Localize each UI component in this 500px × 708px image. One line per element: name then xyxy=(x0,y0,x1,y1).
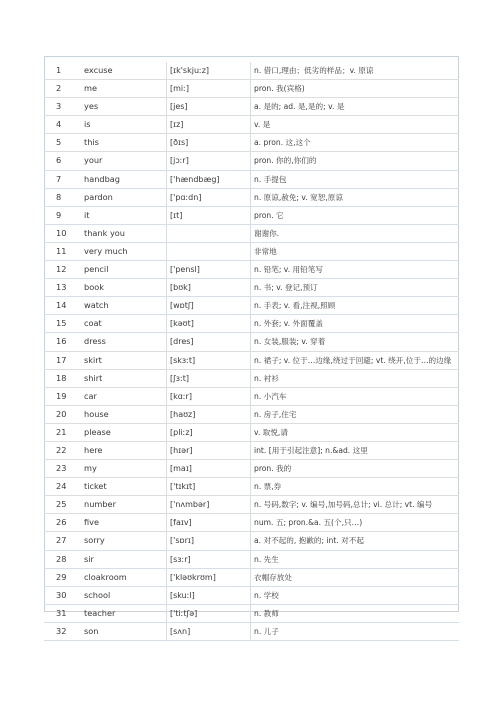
table-row xyxy=(44,351,459,369)
row-number: 18 xyxy=(44,369,84,387)
row-number: 24 xyxy=(44,478,84,496)
row-number: 30 xyxy=(44,586,84,604)
chinese-meaning: n. 学校 xyxy=(251,586,460,604)
row-number: 7 xyxy=(44,170,84,188)
english-word: pardon xyxy=(84,188,167,206)
row-number: 29 xyxy=(44,568,84,586)
table-row xyxy=(44,261,459,279)
row-number: 23 xyxy=(44,460,84,478)
english-word: pencil xyxy=(84,261,167,279)
english-word: book xyxy=(84,279,167,297)
phonetic-transcription: [skuːl] xyxy=(167,586,251,604)
table-row xyxy=(44,387,459,405)
english-word: thank you xyxy=(84,224,167,242)
row-number: 9 xyxy=(44,206,84,224)
english-word: cloakroom xyxy=(84,568,167,586)
row-number: 6 xyxy=(44,152,84,170)
table-row xyxy=(44,62,459,80)
row-number: 27 xyxy=(44,532,84,550)
phonetic-transcription: [maɪ] xyxy=(167,460,251,478)
table-row xyxy=(44,496,459,514)
english-word: sorry xyxy=(84,532,167,550)
row-number: 1 xyxy=(44,62,84,80)
chinese-meaning: n. 房子,住宅 xyxy=(251,405,460,423)
phonetic-transcription: [bʊk] xyxy=(167,279,251,297)
chinese-meaning: 谢谢你. xyxy=(251,224,460,242)
phonetic-transcription xyxy=(167,242,251,260)
table-row xyxy=(44,460,459,478)
chinese-meaning: n. 裙子; v. 位于…边缘,绕过于回避; vt. 绕开,位于…的边缘 xyxy=(251,351,460,369)
english-word: ticket xyxy=(84,478,167,496)
chinese-meaning: pron. 我的 xyxy=(251,460,460,478)
english-word: please xyxy=(84,423,167,441)
table-row xyxy=(44,405,459,423)
english-word: here xyxy=(84,441,167,459)
chinese-meaning: 衣帽存放处 xyxy=(251,568,460,586)
row-number: 2 xyxy=(44,80,84,98)
table-row xyxy=(44,315,459,333)
chinese-meaning: n. 先生 xyxy=(251,550,460,568)
english-word: dress xyxy=(84,333,167,351)
english-word: teacher xyxy=(84,604,167,622)
english-word: sir xyxy=(84,550,167,568)
chinese-meaning: n. 衬衫 xyxy=(251,369,460,387)
row-number: 28 xyxy=(44,550,84,568)
phonetic-transcription: [ʃɜːt] xyxy=(167,369,251,387)
chinese-meaning: n. 借口,理由；低劣的样品；v. 原谅 xyxy=(251,62,460,80)
english-word: me xyxy=(84,80,167,98)
table-row xyxy=(44,297,459,315)
row-number: 4 xyxy=(44,116,84,134)
chinese-meaning: int. [用于引起注意]; n.&ad. 这里 xyxy=(251,441,460,459)
chinese-meaning: n. 手表; v. 看,注视,照顾 xyxy=(251,297,460,315)
chinese-meaning: n. 儿子 xyxy=(251,622,460,640)
phonetic-transcription: ['hændbæg] xyxy=(167,170,251,188)
table-row xyxy=(44,622,459,640)
row-number: 11 xyxy=(44,242,84,260)
phonetic-transcription: [haʊz] xyxy=(167,405,251,423)
row-number: 21 xyxy=(44,423,84,441)
vocabulary-table-body xyxy=(44,62,459,641)
chinese-meaning: a. 是的; ad. 是,是的; v. 是 xyxy=(251,98,460,116)
phonetic-transcription: ['pɑːdn] xyxy=(167,188,251,206)
table-row xyxy=(44,568,459,586)
table-row xyxy=(44,206,459,224)
chinese-meaning: n. 外套; v. 外面覆盖 xyxy=(251,315,460,333)
phonetic-transcription: [kɑːr] xyxy=(167,387,251,405)
english-word: school xyxy=(84,586,167,604)
table-row xyxy=(44,116,459,134)
row-number: 12 xyxy=(44,261,84,279)
table-row xyxy=(44,478,459,496)
phonetic-transcription: [sʌn] xyxy=(167,622,251,640)
phonetic-transcription: ['tiːtʃə] xyxy=(167,604,251,622)
row-number: 16 xyxy=(44,333,84,351)
chinese-meaning: v. 取悦,请 xyxy=(251,423,460,441)
phonetic-transcription: [skɜːt] xyxy=(167,351,251,369)
chinese-meaning: n. 铅笔; v. 用铅笔写 xyxy=(251,261,460,279)
english-word: five xyxy=(84,514,167,532)
phonetic-transcription: ['kləʊkrʊm] xyxy=(167,568,251,586)
chinese-meaning: n. 教师 xyxy=(251,604,460,622)
english-word: shirt xyxy=(84,369,167,387)
chinese-meaning: n. 小汽车 xyxy=(251,387,460,405)
row-number: 25 xyxy=(44,496,84,514)
phonetic-transcription: [sɜːr] xyxy=(167,550,251,568)
phonetic-transcription: [ɪz] xyxy=(167,116,251,134)
phonetic-transcription: [jɔːr] xyxy=(167,152,251,170)
table-row xyxy=(44,586,459,604)
chinese-meaning: a. pron. 这,这个 xyxy=(251,134,460,152)
table-row xyxy=(44,333,459,351)
chinese-meaning: 非常地 xyxy=(251,242,460,260)
row-number: 22 xyxy=(44,441,84,459)
phonetic-transcription: [jes] xyxy=(167,98,251,116)
row-number: 19 xyxy=(44,387,84,405)
phonetic-transcription: ['pensl] xyxy=(167,261,251,279)
english-word: is xyxy=(84,116,167,134)
phonetic-transcription: [pliːz] xyxy=(167,423,251,441)
chinese-meaning: a. 对不起的, 抱歉的; int. 对不起 xyxy=(251,532,460,550)
table-row xyxy=(44,152,459,170)
table-row xyxy=(44,188,459,206)
english-word: your xyxy=(84,152,167,170)
row-number: 15 xyxy=(44,315,84,333)
chinese-meaning: n. 号码,数字; v. 编号,加号码,总计; vi. 总计; vt. 编号 xyxy=(251,496,460,514)
table-row xyxy=(44,604,459,622)
row-number: 17 xyxy=(44,351,84,369)
english-word: handbag xyxy=(84,170,167,188)
chinese-meaning: n. 手提包 xyxy=(251,170,460,188)
phonetic-transcription: [ðɪs] xyxy=(167,134,251,152)
english-word: it xyxy=(84,206,167,224)
english-word: coat xyxy=(84,315,167,333)
phonetic-transcription: [faɪv] xyxy=(167,514,251,532)
english-word: watch xyxy=(84,297,167,315)
phonetic-transcription: [hɪər] xyxy=(167,441,251,459)
vocabulary-table xyxy=(44,62,459,641)
english-word: this xyxy=(84,134,167,152)
table-row xyxy=(44,98,459,116)
table-row xyxy=(44,170,459,188)
chinese-meaning: pron. 它 xyxy=(251,206,460,224)
row-number: 10 xyxy=(44,224,84,242)
table-row xyxy=(44,80,459,98)
english-word: number xyxy=(84,496,167,514)
table-row xyxy=(44,441,459,459)
english-word: very much xyxy=(84,242,167,260)
table-row xyxy=(44,242,459,260)
table-row xyxy=(44,279,459,297)
english-word: car xyxy=(84,387,167,405)
table-row xyxy=(44,369,459,387)
phonetic-transcription: [ɪt] xyxy=(167,206,251,224)
english-word: excuse xyxy=(84,62,167,80)
row-number: 26 xyxy=(44,514,84,532)
chinese-meaning: n. 票,券 xyxy=(251,478,460,496)
phonetic-transcription: ['nʌmbər] xyxy=(167,496,251,514)
row-number: 14 xyxy=(44,297,84,315)
row-number: 32 xyxy=(44,622,84,640)
table-row xyxy=(44,532,459,550)
chinese-meaning: n. 书; v. 登记,预订 xyxy=(251,279,460,297)
row-number: 5 xyxy=(44,134,84,152)
chinese-meaning: v. 是 xyxy=(251,116,460,134)
phonetic-transcription: ['sɒrɪ] xyxy=(167,532,251,550)
chinese-meaning: n. 原谅,赦免; v. 宽恕,原谅 xyxy=(251,188,460,206)
phonetic-transcription: [kəʊt] xyxy=(167,315,251,333)
table-row xyxy=(44,514,459,532)
phonetic-transcription: ['tɪkɪt] xyxy=(167,478,251,496)
english-word: son xyxy=(84,622,167,640)
chinese-meaning: pron. 我(宾格) xyxy=(251,80,460,98)
table-row xyxy=(44,134,459,152)
english-word: house xyxy=(84,405,167,423)
phonetic-transcription: [miː] xyxy=(167,80,251,98)
row-number: 31 xyxy=(44,604,84,622)
phonetic-transcription: [dres] xyxy=(167,333,251,351)
phonetic-transcription: [ɪk'skjuːz] xyxy=(167,62,251,80)
table-row xyxy=(44,550,459,568)
row-number: 20 xyxy=(44,405,84,423)
row-number: 8 xyxy=(44,188,84,206)
chinese-meaning: n. 女装,服装; v. 穿着 xyxy=(251,333,460,351)
chinese-meaning: pron. 你的,你们的 xyxy=(251,152,460,170)
table-row xyxy=(44,423,459,441)
english-word: yes xyxy=(84,98,167,116)
english-word: my xyxy=(84,460,167,478)
phonetic-transcription: [wɒtʃ] xyxy=(167,297,251,315)
row-number: 3 xyxy=(44,98,84,116)
chinese-meaning: num. 五; pron.&a. 五(个,只…) xyxy=(251,514,460,532)
phonetic-transcription xyxy=(167,224,251,242)
english-word: skirt xyxy=(84,351,167,369)
row-number: 13 xyxy=(44,279,84,297)
table-row xyxy=(44,224,459,242)
